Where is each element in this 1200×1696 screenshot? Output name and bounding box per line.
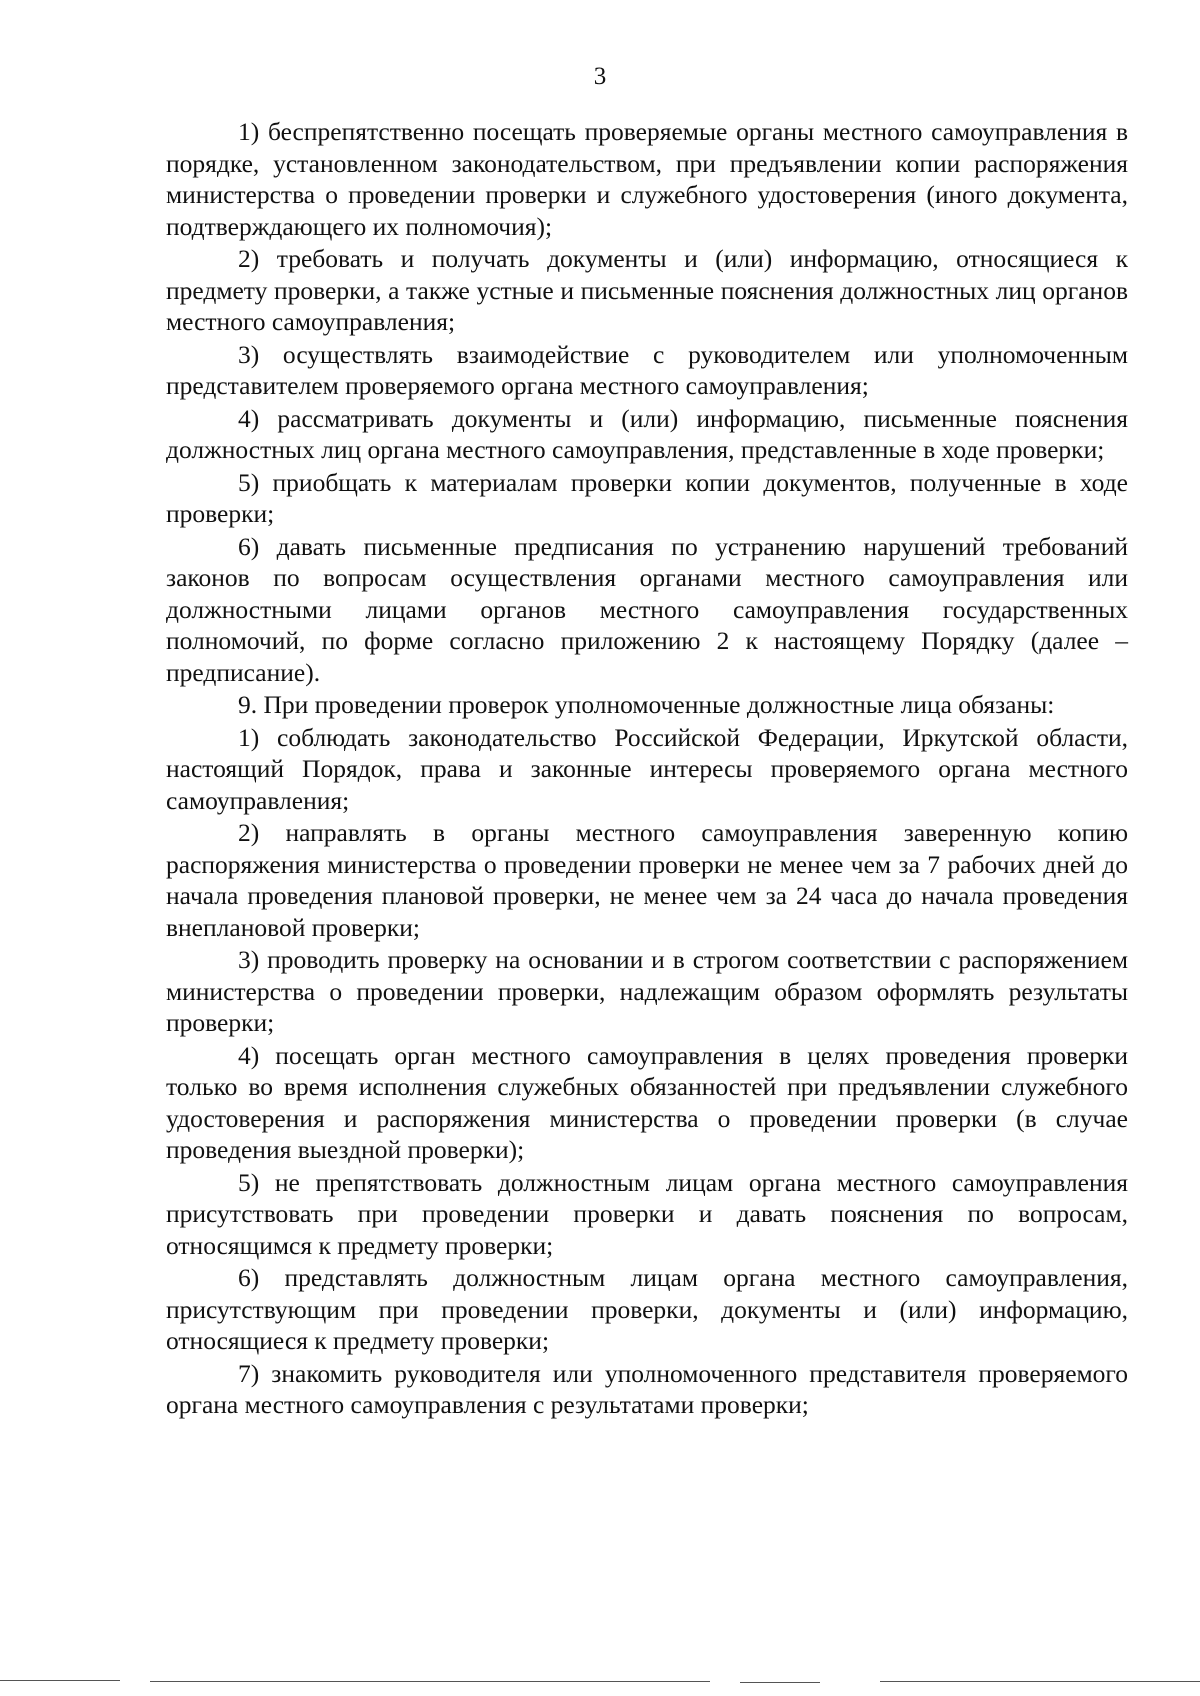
obligation-2-send-copy: 2) направлять в органы местного самоуправления заверенную копию распоряжения министерства о проведении проверки не менее чем за 7 рабочих дней до начала проведения плановой проверки, не менее чем за 24 часа до начала проведения внеплановой проверки;	[166, 818, 1128, 942]
section-9-obligations: 9. При проведении проверок уполномоченные должностные лица обязаны:	[238, 690, 1055, 719]
document-body	[166, 116, 1128, 1422]
paragraph-1-free-access: 1) беспрепятственно посещать проверяемые органы местного самоуправления в порядке, установленном законодательством, при предъявлении копии распоряжения министерства о проведении проверки и служебного удостоверения (иного документа, подтверждающего их полномочия);	[166, 117, 1128, 241]
obligation-5-not-obstruct: 5) не препятствовать должностным лицам органа местного самоуправления присутствовать при проведении проверки и давать пояснения по вопросам, относящимся к предмету проверки;	[166, 1167, 1128, 1260]
obligation-3-conduct-inspection: 3) проводить проверку на основании и в строгом соответствии с распоряжением министерства о проведении проверки, надлежащим образом оформлять результаты проверки;	[166, 945, 1128, 1037]
paragraph-6-issue-orders: 6) давать письменные предписания по устранению нарушений требований законов по вопросам осуществления органами местного самоуправления или должностными лицами органов местного самоуправления государственных полномочий, по форме согласно приложению 2 к настоящему Порядку (далее – предписание).	[166, 531, 1128, 687]
paragraph-5-attach-copies: 5) приобщать к материалам проверки копии документов, полученные в ходе проверки;	[166, 467, 1128, 528]
obligation-6-provide-documents: 6) представлять должностным лицам органа местного самоуправления, присутствующим при проведении проверки, документы и (или) информацию, относящиеся к предмету проверки;	[166, 1263, 1128, 1355]
scan-edge-lines	[0, 1680, 1200, 1688]
obligation-4-visit-body: 4) посещать орган местного самоуправления в целях проведения проверки только во время исполнения служебных обязанностей при предъявлении служебного удостоверения и распоряжения министерства о проведении проверки (в случае проведения выездной проверки);	[166, 1040, 1128, 1164]
paragraph-2-request-documents: 2) требовать и получать документы и (или) информацию, относящиеся к предмету проверки, а также устные и письменные пояснения должностных лиц органов местного самоуправления;	[166, 244, 1128, 336]
page-number: 3	[593, 63, 607, 90]
obligation-7-inform-results: 7) знакомить руководителя или уполномоченного представителя проверяемого органа местного самоуправления с результатами проверки;	[166, 1358, 1128, 1419]
obligation-1-observe-law: 1) соблюдать законодательство Российской Федерации, Иркутской области, настоящий Порядок, права и законные интересы проверяемого органа местного самоуправления;	[166, 722, 1128, 815]
paragraph-4-review-documents: 4) рассматривать документы и (или) информацию, письменные пояснения должностных лиц органа местного самоуправления, представленные в ходе проверки;	[166, 403, 1128, 464]
paragraph-3-interaction: 3) осуществлять взаимодействие с руководителем или уполномоченным представителем проверяемого органа местного самоуправления;	[166, 339, 1128, 400]
